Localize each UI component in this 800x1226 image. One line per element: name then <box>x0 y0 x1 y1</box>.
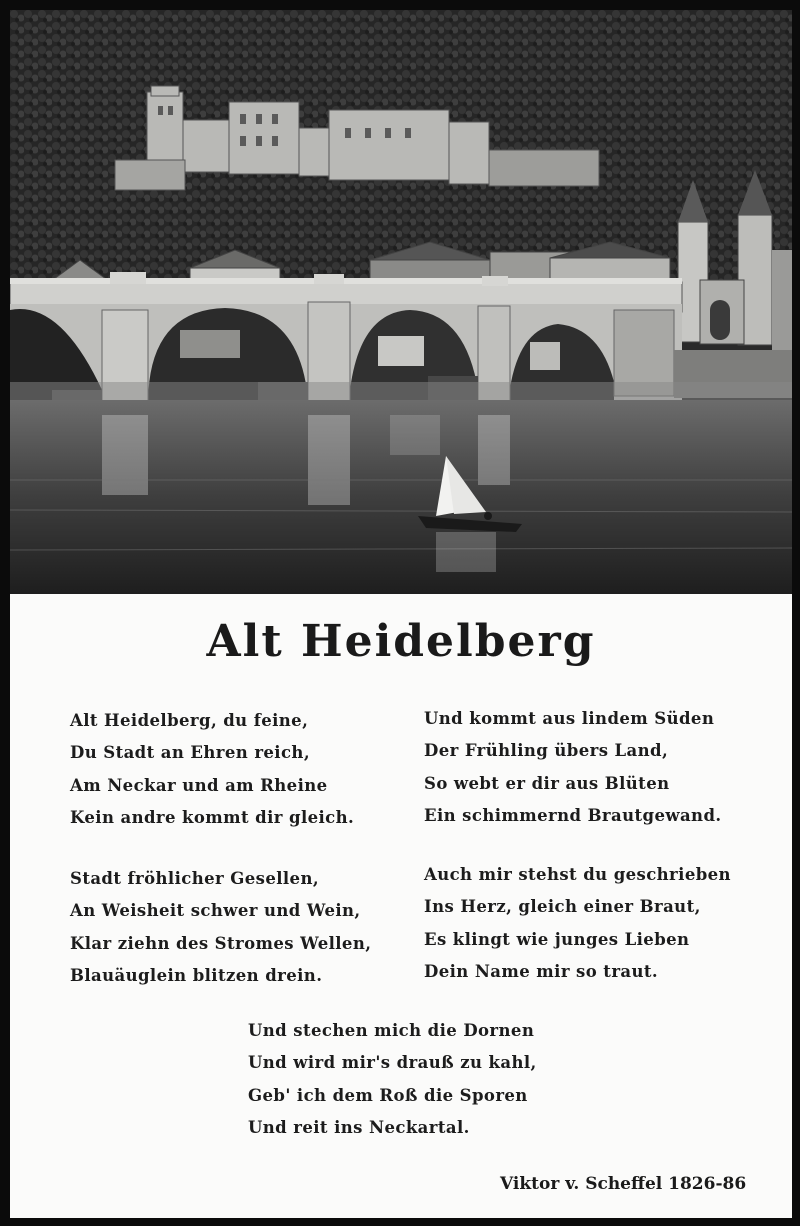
poem-line: Geb' ich dem Roß die Sporen <box>248 1085 528 1105</box>
poem-line: So webt er dir aus Blüten <box>424 773 670 793</box>
poem-line: Und kommt aus lindem Süden <box>424 709 715 728</box>
poem-line: An Weisheit schwer und Wein, <box>70 901 361 921</box>
poem-line: Dein Name mir so traut. <box>424 961 659 981</box>
poem-line: Am Neckar und am Rheine <box>70 775 328 795</box>
poem-line: Klar ziehn des Stromes Wellen, <box>70 933 372 953</box>
heidelberg-photo <box>10 10 792 594</box>
poem-line: Stadt fröhlicher Gesellen, <box>70 869 319 888</box>
poem-line: Ins Herz, gleich einer Braut, <box>424 897 701 917</box>
poem-line: Du Stadt an Ehren reich, <box>70 743 310 763</box>
poem-author: Viktor v. Scheffel 1826-86 <box>500 1174 747 1194</box>
poem-line: Der Frühling übers Land, <box>424 741 669 761</box>
poem-line: Und wird mir's drauß zu kahl, <box>248 1053 537 1073</box>
stanza-5 <box>248 1015 537 1144</box>
poem-line: Und reit ins Neckartal. <box>248 1117 470 1137</box>
stanza-2 <box>424 703 722 832</box>
stanza-1 <box>70 705 354 834</box>
postcard <box>10 10 792 1218</box>
poem-line: Und stechen mich die Dornen <box>248 1021 535 1040</box>
poem-line: Alt Heidelberg, du feine, <box>70 711 309 730</box>
poem-line: Ein schimmernd Brautgewand. <box>424 805 722 825</box>
poem-line: Kein andre kommt dir gleich. <box>70 807 355 827</box>
poem-title: Alt Heidelberg <box>206 616 596 667</box>
poem-line: Blauäuglein blitzen drein. <box>70 965 323 985</box>
poem-line: Es klingt wie junges Lieben <box>424 929 690 949</box>
poem-line: Auch mir stehst du geschrieben <box>424 865 731 884</box>
stanza-4 <box>424 859 731 988</box>
stanza-3 <box>70 863 371 992</box>
